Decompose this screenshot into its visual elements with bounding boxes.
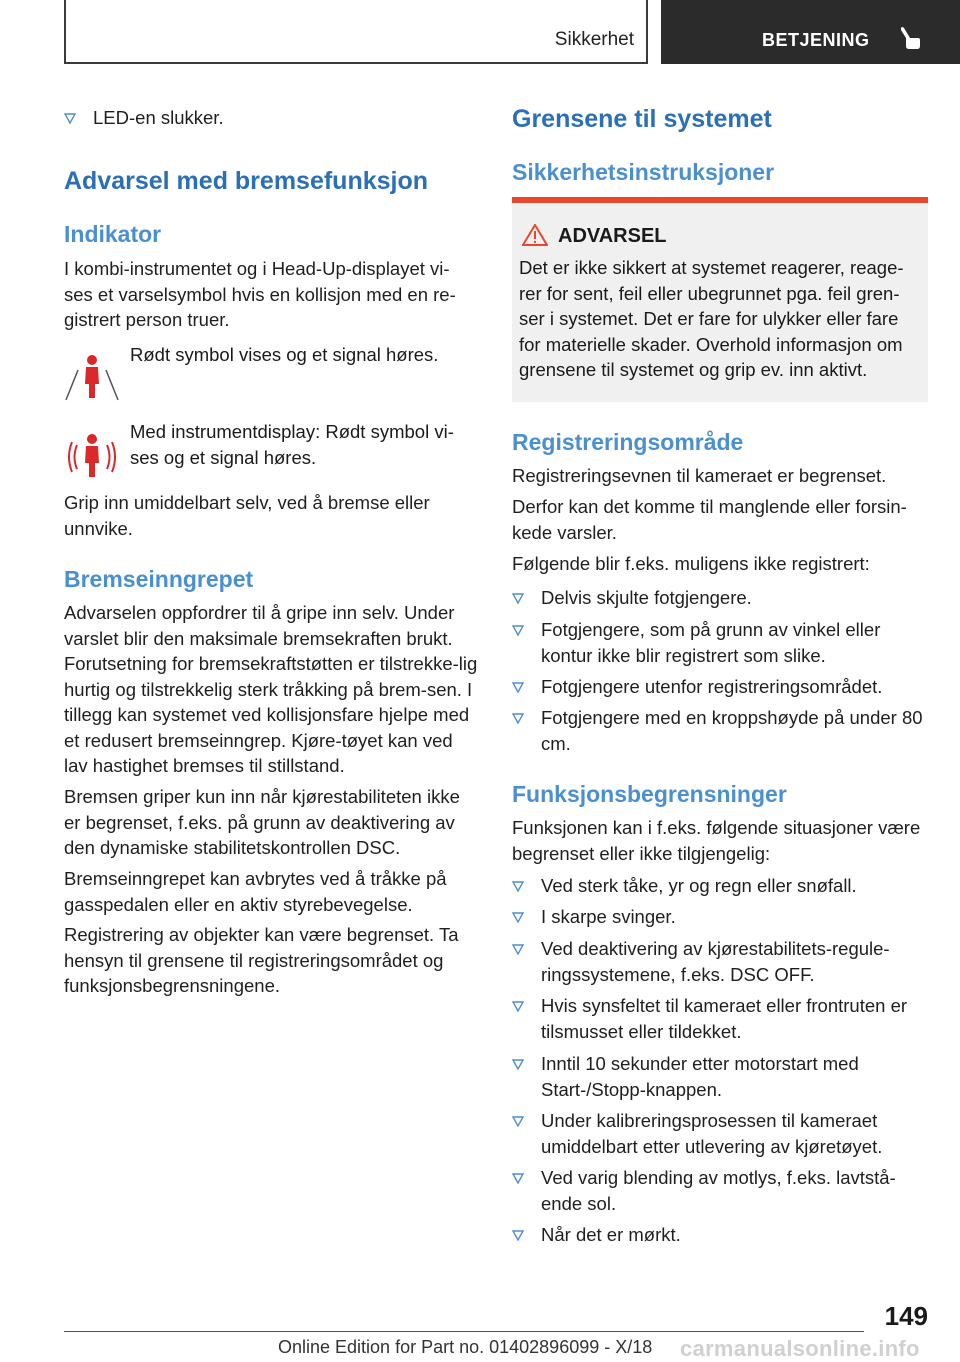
warning-text: Det er ikke sikkert at systemet reagerer, reage-rer for sent, feil eller ubegrunnet pga. feil gren-ser i systemet. Det er fare for ulykker eller fare for materielle skader. Overhold informasjon om grensene til systemet og grip ev. inn aktivt. [519, 257, 904, 380]
subheading-indikator: Indikator [64, 221, 162, 247]
paragraph: Følgende blir f.eks. muligens ikke registrert: [512, 553, 870, 574]
page-number: 149 [884, 1301, 928, 1331]
subheading-sikkerhet: Sikkerhetsinstruksjoner [512, 159, 775, 185]
warning-box [512, 197, 928, 402]
bullet-triangle-icon [512, 706, 526, 724]
paragraph: Registreringsevnen til kameraet er begrenset. [512, 465, 887, 486]
footer-edition: Online Edition for Part no. 01402896099 - X/18 [278, 1337, 653, 1357]
bullet-triangle-icon [512, 994, 526, 1012]
warning-title: ADVARSEL [558, 225, 667, 247]
paragraph: Advarselen oppfordrer til å gripe inn selv. Under varslet blir den maksimale bremsekraften brukt. Forutsetning for bremsekraftstøtten er tilstrekke-lig hurtig og tilstrekkelig sterk tråkking på brem-sen. I tillegg kan systemet ved kollisjonsfare hjelpe med et redusert bremseinngrep. Kjøre-tøyet kan ved lav hastighet bremses til stillstand. [64, 602, 478, 776]
bullet-triangle-icon [512, 618, 526, 636]
warning-bar [512, 197, 928, 203]
symbol-row [64, 342, 478, 402]
pedestrian-warning-icon [64, 350, 120, 406]
symbol-row [64, 419, 478, 479]
footer-divider [64, 1331, 864, 1332]
symbol-description: Med instrumentdisplay: Rødt symbol vi-ses og et signal høres. [130, 421, 454, 468]
pedestrian-signal-icon [64, 429, 120, 485]
header-section-box [64, 0, 648, 64]
paragraph: Bremsen griper kun inn når kjørestabiliteten ikke er begrenset, f.eks. på grunn av deaktivering av den dynamiske stabilitetskontrollen DSC. [64, 786, 460, 858]
header-chapter-title: BETJENING [762, 30, 870, 50]
section-heading: Advarsel med bremsefunksjon [64, 167, 429, 195]
bullet-triangle-icon [512, 1223, 526, 1241]
bullet-triangle-icon [512, 874, 526, 892]
bullet-triangle-icon [512, 937, 526, 955]
paragraph: Funksjonen kan i f.eks. følgende situasjoner være begrenset eller ikke tilgjengelig: [512, 817, 921, 864]
bullet-triangle-icon [512, 905, 526, 923]
header-chapter-box [661, 0, 960, 64]
bullet-triangle-icon [512, 1052, 526, 1070]
paragraph: Registrering av objekter kan være begrenset. Ta hensyn til grensene til registreringsområdet og funksjonsbegrensningene. [64, 924, 459, 996]
paragraph: Grip inn umiddelbart selv, ved å bremse eller unnvike. [64, 492, 430, 539]
hand-pointer-icon [896, 26, 922, 50]
bullet-triangle-icon [512, 1166, 526, 1184]
warning-triangle-icon [522, 224, 548, 246]
paragraph: I kombi-instrumentet og i Head-Up-displayet vi-ses et varselsymbol hvis en kollisjon med en re-gistrert person truer. [64, 258, 456, 330]
symbol-description: Rødt symbol vises og et signal høres. [130, 344, 439, 365]
bullet-triangle-icon [64, 106, 78, 124]
watermark: carmanualsonline.info [680, 1336, 920, 1361]
paragraph: Bremseinngrepet kan avbrytes ved å tråkke på gasspedalen eller en aktiv styrebevegelse. [64, 868, 447, 915]
header-section-title: Sikkerhet [554, 29, 634, 50]
subheading-funksjon: Funksjonsbegrensninger [512, 781, 787, 807]
section-heading: Grensene til systemet [512, 105, 772, 133]
bullet-triangle-icon [512, 675, 526, 693]
bullet-triangle-icon [512, 1109, 526, 1127]
subheading-bremseinngrepet: Bremseinngrepet [64, 566, 254, 592]
paragraph: Derfor kan det komme til manglende eller forsin-kede varsler. [512, 496, 907, 543]
bullet-triangle-icon [512, 586, 526, 604]
subheading-registrering: Registreringsområde [512, 429, 744, 455]
